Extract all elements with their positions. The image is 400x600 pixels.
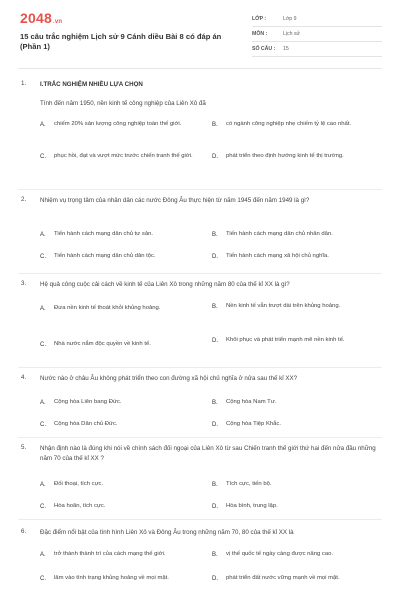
question-text: Nhận định nào là đúng khi nói về chính sách đối ngoại của Liên Xô từ sau Chiến tranh thế giới thứ hai đến nửa đầu những năm 70 của thế kỉ XX ? bbox=[40, 445, 376, 462]
option-letter: B. bbox=[212, 399, 218, 406]
option-d[interactable] bbox=[212, 502, 374, 511]
question-number: 4. bbox=[21, 374, 27, 381]
site-logo[interactable] bbox=[20, 10, 62, 26]
option-letter: A. bbox=[40, 481, 46, 488]
option-letter: C. bbox=[40, 153, 46, 160]
option-text: Tiến hành cách mạng dân chủ dân tộc. bbox=[54, 253, 156, 259]
option-b[interactable] bbox=[212, 302, 374, 311]
option-text: vị thế quốc tế ngày càng được nâng cao. bbox=[226, 551, 334, 557]
option-letter: D. bbox=[212, 337, 218, 344]
option-b[interactable] bbox=[212, 398, 374, 407]
option-text: chiếm 20% sản lượng công nghiệp toàn thế giới. bbox=[54, 121, 182, 127]
option-text: lâm vào tình trạng khủng hoảng về mọi mặt. bbox=[54, 575, 169, 581]
option-d[interactable] bbox=[212, 336, 374, 345]
option-c[interactable] bbox=[40, 152, 202, 161]
option-letter: D. bbox=[212, 421, 218, 428]
question-1 bbox=[18, 80, 382, 190]
option-a[interactable] bbox=[40, 480, 202, 489]
question-number: 2. bbox=[21, 196, 27, 203]
meta-row-subject bbox=[252, 27, 382, 42]
question-text: Tính đến năm 1950, nền kinh tế công nghiệp của Liên Xô đã bbox=[40, 100, 206, 107]
meta-label: LỚP : bbox=[252, 16, 267, 22]
option-b[interactable] bbox=[212, 120, 374, 129]
question-text: Đặc điểm nổi bật của tình hình Liên Xô và Đông Âu trong những năm 70, 80 của thế kỉ XX là bbox=[40, 529, 294, 536]
meta-table bbox=[252, 12, 382, 57]
meta-value: Lịch sử bbox=[283, 31, 301, 37]
question-text: Nhiệm vụ trọng tâm của nhân dân các nước Đông Âu thực hiện từ năm 1945 đến năm 1949 là gì? bbox=[40, 197, 310, 204]
option-letter: C. bbox=[40, 575, 46, 582]
option-b[interactable] bbox=[212, 550, 374, 559]
option-text: phục hồi, đạt và vượt mức trước chiến tranh thế giới. bbox=[54, 153, 193, 159]
option-text: Tích cực, tiến bộ. bbox=[226, 481, 272, 487]
question-text: Nước nào ở châu Âu không phát triển theo con đường xã hội chủ nghĩa ở nửa sau thế kỉ XX? bbox=[40, 375, 298, 382]
section-title: I.TRẮC NGHIỆM NHIỀU LỰA CHỌN bbox=[40, 81, 143, 88]
page-header bbox=[0, 0, 400, 62]
meta-value: Lớp 9 bbox=[283, 16, 297, 22]
option-letter: A. bbox=[40, 231, 46, 238]
meta-label: SỐ CÂU : bbox=[252, 46, 276, 52]
option-text: Tiến hành cách mạng dân chủ nhân dân. bbox=[226, 231, 333, 237]
option-letter: D. bbox=[212, 503, 218, 510]
option-c[interactable] bbox=[40, 574, 202, 583]
option-d[interactable] bbox=[212, 252, 374, 261]
option-d[interactable] bbox=[212, 574, 374, 583]
option-d[interactable] bbox=[212, 420, 374, 429]
option-letter: A. bbox=[40, 121, 46, 128]
question-number: 1. bbox=[21, 80, 27, 87]
option-text: Hòa bình, trung lập. bbox=[226, 503, 278, 509]
meta-row-count bbox=[252, 42, 382, 57]
option-b[interactable] bbox=[212, 480, 374, 489]
question-2 bbox=[18, 196, 382, 274]
option-c[interactable] bbox=[40, 340, 202, 349]
question-3 bbox=[18, 280, 382, 368]
option-letter: A. bbox=[40, 551, 46, 558]
option-letter: C. bbox=[40, 253, 46, 260]
question-text: Hệ quả công cuộc cải cách về kinh tế của Liên Xô trong những năm 80 của thế kỉ XX là gì? bbox=[40, 281, 290, 288]
option-text: Tiến hành cách mạng xã hội chủ nghĩa. bbox=[226, 253, 329, 259]
question-6 bbox=[18, 528, 382, 600]
option-letter: A. bbox=[40, 399, 46, 406]
document-title: 15 câu trắc nghiệm Lịch sử 9 Cánh diều Bài 8 có đáp án (Phần 1) bbox=[20, 32, 222, 51]
option-letter: B. bbox=[212, 303, 218, 310]
question-number: 6. bbox=[21, 528, 27, 535]
logo-text: 2048 bbox=[20, 10, 52, 26]
option-letter: C. bbox=[40, 341, 46, 348]
option-letter: D. bbox=[212, 253, 218, 260]
option-a[interactable] bbox=[40, 550, 202, 559]
option-text: Tiến hành cách mạng dân chủ tư sản. bbox=[54, 231, 154, 237]
option-text: Đưa nền kinh tế thoát khỏi khủng hoảng. bbox=[54, 305, 161, 311]
option-text: Cộng hòa Dân chủ Đức. bbox=[54, 421, 118, 427]
option-text: Nền kinh tế vẫn trượt dài trên khủng hoảng. bbox=[226, 303, 341, 309]
option-b[interactable] bbox=[212, 230, 374, 239]
meta-label: MÔN : bbox=[252, 31, 268, 37]
option-text: Khôi phục và phát triển mạnh mẽ nền kinh tế. bbox=[226, 337, 345, 343]
option-c[interactable] bbox=[40, 420, 202, 429]
question-number: 5. bbox=[21, 444, 27, 451]
option-a[interactable] bbox=[40, 120, 202, 129]
logo-suffix: .vn bbox=[52, 19, 63, 25]
option-a[interactable] bbox=[40, 304, 202, 313]
option-letter: B. bbox=[212, 121, 218, 128]
option-a[interactable] bbox=[40, 230, 202, 239]
option-text: Cộng hòa Liên bang Đức. bbox=[54, 399, 122, 405]
header-divider bbox=[18, 68, 382, 69]
option-text: Hòa hoãn, tích cực. bbox=[54, 503, 106, 509]
option-text: Đối thoại, tích cực. bbox=[54, 481, 104, 487]
option-d[interactable] bbox=[212, 152, 374, 161]
option-letter: D. bbox=[212, 153, 218, 160]
option-letter: C. bbox=[40, 421, 46, 428]
option-text: trở thành thành trì của cách mạng thế giới. bbox=[54, 551, 166, 557]
option-letter: B. bbox=[212, 551, 218, 558]
option-letter: A. bbox=[40, 305, 46, 312]
question-number: 3. bbox=[21, 280, 27, 287]
option-a[interactable] bbox=[40, 398, 202, 407]
option-text: Cộng hòa Tiệp Khắc. bbox=[226, 421, 282, 427]
option-c[interactable] bbox=[40, 502, 202, 511]
option-text: có ngành công nghiệp nhẹ chiếm tỷ lệ cao nhất. bbox=[226, 121, 352, 127]
question-4 bbox=[18, 374, 382, 438]
option-text: phát triển theo định hướng kinh tế thị trường. bbox=[226, 153, 344, 159]
meta-value: 15 bbox=[283, 46, 289, 52]
option-letter: B. bbox=[212, 231, 218, 238]
option-text: Nhà nước nắm độc quyền về kinh tế. bbox=[54, 341, 151, 347]
option-letter: C. bbox=[40, 503, 46, 510]
option-letter: B. bbox=[212, 481, 218, 488]
option-c[interactable] bbox=[40, 252, 202, 261]
meta-row-grade bbox=[252, 12, 382, 27]
question-5 bbox=[18, 444, 382, 520]
option-letter: D. bbox=[212, 575, 218, 582]
option-text: phát triển đất nước vững mạnh về mọi mặt. bbox=[226, 575, 340, 581]
option-text: Cộng hòa Nam Tư. bbox=[226, 399, 277, 405]
